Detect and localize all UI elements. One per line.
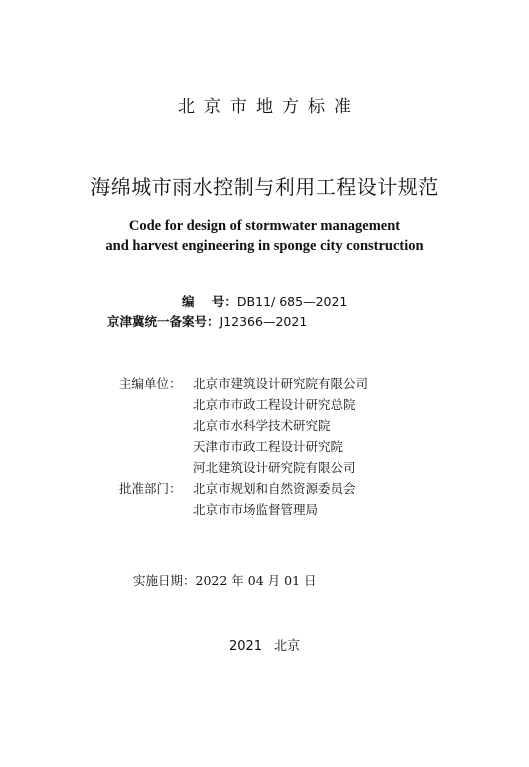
editor-unit-2: 北京市市政工程设计研究总院 xyxy=(193,397,356,412)
standard-title-english-line-2: and harvest engineering in sponge city construction xyxy=(105,238,424,254)
standard-number-label: 编 号： xyxy=(182,294,237,309)
approver-1: 北京市规划和自然资源委员会 xyxy=(193,481,356,496)
editor-unit-3: 北京市水科学技术研究院 xyxy=(193,418,331,433)
standard-title-chinese: 海绵城市雨水控制与利用工程设计规范 xyxy=(90,175,439,199)
editor-unit-1: 北京市建筑设计研究院有限公司 xyxy=(193,376,369,391)
record-number-row xyxy=(107,312,307,330)
standard-number-row xyxy=(182,292,347,310)
publication-city: 北京 xyxy=(274,639,301,654)
standard-number-value: DB11/ 685—2021 xyxy=(236,294,348,309)
standard-category-header: 北京市地方标准 xyxy=(178,97,360,117)
implementation-date: 实施日期：2022 年 04 月 01 日 xyxy=(133,573,317,588)
editor-unit-5: 河北建筑设计研究院有限公司 xyxy=(193,460,356,475)
publication-footer xyxy=(0,635,529,654)
standard-title-english-line-1: Code for design of stormwater management xyxy=(128,218,401,234)
editor-units-label: 主编单位： xyxy=(119,376,182,391)
record-number-label: 京津冀统一备案号： xyxy=(107,314,220,329)
approver-label: 批准部门： xyxy=(119,481,182,496)
record-number-value: J12366—2021 xyxy=(219,314,308,329)
editor-unit-4: 天津市市政工程设计研究院 xyxy=(193,439,344,454)
publication-year: 2021 xyxy=(228,639,263,654)
approver-2: 北京市市场监督管理局 xyxy=(193,502,319,517)
